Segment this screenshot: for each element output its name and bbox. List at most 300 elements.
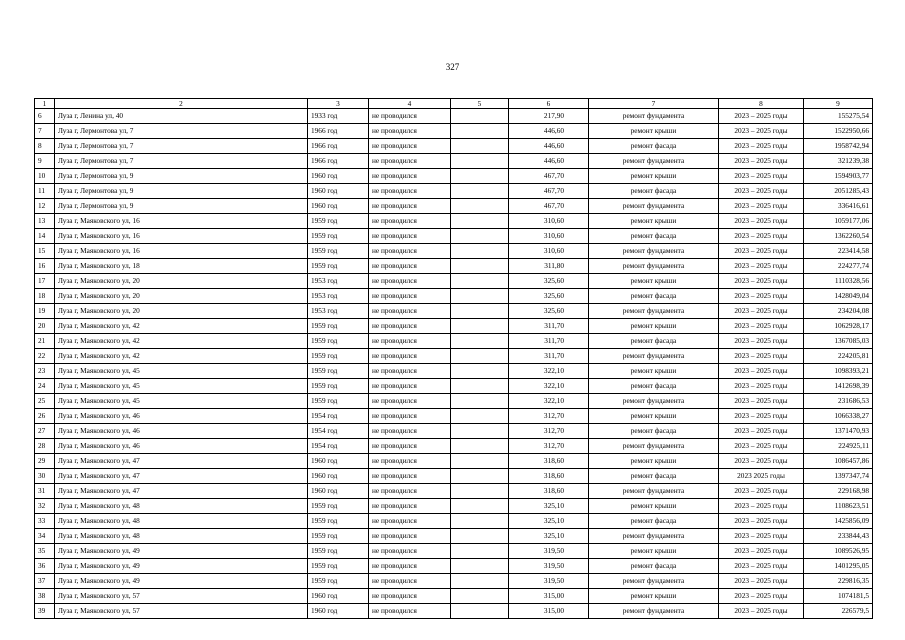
last-repair-cell: не проводился bbox=[369, 394, 451, 409]
last-repair-cell: не проводился bbox=[369, 379, 451, 394]
empty-cell bbox=[451, 379, 509, 394]
last-repair-cell: не проводился bbox=[369, 544, 451, 559]
area-cell: 325,10 bbox=[509, 529, 589, 544]
empty-cell bbox=[451, 304, 509, 319]
empty-cell bbox=[451, 124, 509, 139]
work-type-cell: ремонт фасада bbox=[589, 424, 719, 439]
table-row bbox=[35, 319, 873, 334]
area-cell: 467,70 bbox=[509, 169, 589, 184]
build-year-cell: 1959 год bbox=[308, 349, 369, 364]
work-type-cell: ремонт крыши bbox=[589, 214, 719, 229]
row-index: 25 bbox=[35, 394, 55, 409]
cost-cell: 1098393,21 bbox=[804, 364, 873, 379]
address-cell: Луза г, Маяковского ул, 42 bbox=[55, 349, 308, 364]
row-index: 7 bbox=[35, 124, 55, 139]
work-type-cell: ремонт крыши bbox=[589, 274, 719, 289]
table-row bbox=[35, 559, 873, 574]
table-row bbox=[35, 229, 873, 244]
address-cell: Луза г, Маяковского ул, 18 bbox=[55, 259, 308, 274]
cost-cell: 1110328,56 bbox=[804, 274, 873, 289]
address-cell: Луза г, Маяковского ул, 48 bbox=[55, 499, 308, 514]
cost-cell: 234204,08 bbox=[804, 304, 873, 319]
empty-cell bbox=[451, 439, 509, 454]
table-row bbox=[35, 364, 873, 379]
last-repair-cell: не проводился bbox=[369, 274, 451, 289]
period-cell: 2023 – 2025 годы bbox=[719, 334, 804, 349]
build-year-cell: 1954 год bbox=[308, 409, 369, 424]
address-cell: Луза г, Маяковского ул, 20 bbox=[55, 289, 308, 304]
build-year-cell: 1959 год bbox=[308, 364, 369, 379]
area-cell: 319,50 bbox=[509, 559, 589, 574]
cost-cell: 336416,61 bbox=[804, 199, 873, 214]
period-cell: 2023 – 2025 годы bbox=[719, 424, 804, 439]
last-repair-cell: не проводился bbox=[369, 244, 451, 259]
row-index: 28 bbox=[35, 439, 55, 454]
address-cell: Луза г, Лермонтова ул, 7 bbox=[55, 124, 308, 139]
period-cell: 2023 – 2025 годы bbox=[719, 589, 804, 604]
area-cell: 446,60 bbox=[509, 124, 589, 139]
cost-cell: 224277,74 bbox=[804, 259, 873, 274]
area-cell: 310,60 bbox=[509, 214, 589, 229]
table-row bbox=[35, 544, 873, 559]
address-cell: Луза г, Лермонтова ул, 9 bbox=[55, 169, 308, 184]
table-row bbox=[35, 214, 873, 229]
area-cell: 318,60 bbox=[509, 454, 589, 469]
work-type-cell: ремонт фасада bbox=[589, 289, 719, 304]
area-cell: 446,60 bbox=[509, 139, 589, 154]
column-number: 7 bbox=[589, 99, 719, 109]
address-cell: Луза г, Маяковского ул, 57 bbox=[55, 589, 308, 604]
address-cell: Луза г, Маяковского ул, 57 bbox=[55, 604, 308, 619]
empty-cell bbox=[451, 424, 509, 439]
build-year-cell: 1959 год bbox=[308, 544, 369, 559]
empty-cell bbox=[451, 574, 509, 589]
table-row bbox=[35, 604, 873, 619]
period-cell: 2023 – 2025 годы bbox=[719, 604, 804, 619]
last-repair-cell: не проводился bbox=[369, 349, 451, 364]
last-repair-cell: не проводился bbox=[369, 124, 451, 139]
work-type-cell: ремонт крыши bbox=[589, 589, 719, 604]
last-repair-cell: не проводился bbox=[369, 169, 451, 184]
build-year-cell: 1960 год bbox=[308, 484, 369, 499]
build-year-cell: 1954 год bbox=[308, 424, 369, 439]
work-type-cell: ремонт фасада bbox=[589, 229, 719, 244]
row-index: 30 bbox=[35, 469, 55, 484]
row-index: 12 bbox=[35, 199, 55, 214]
address-cell: Луза г, Маяковского ул, 48 bbox=[55, 529, 308, 544]
row-index: 9 bbox=[35, 154, 55, 169]
row-index: 32 bbox=[35, 499, 55, 514]
work-type-cell: ремонт фундамента bbox=[589, 529, 719, 544]
period-cell: 2023 – 2025 годы bbox=[719, 379, 804, 394]
address-cell: Луза г, Маяковского ул, 45 bbox=[55, 364, 308, 379]
row-index: 15 bbox=[35, 244, 55, 259]
row-index: 10 bbox=[35, 169, 55, 184]
empty-cell bbox=[451, 169, 509, 184]
work-type-cell: ремонт фасада bbox=[589, 139, 719, 154]
column-number: 6 bbox=[509, 99, 589, 109]
work-type-cell: ремонт фасада bbox=[589, 184, 719, 199]
empty-cell bbox=[451, 484, 509, 499]
work-type-cell: ремонт фундамента bbox=[589, 604, 719, 619]
build-year-cell: 1959 год bbox=[308, 334, 369, 349]
address-cell: Луза г, Маяковского ул, 42 bbox=[55, 319, 308, 334]
empty-cell bbox=[451, 499, 509, 514]
work-type-cell: ремонт фундамента bbox=[589, 394, 719, 409]
period-cell: 2023 – 2025 годы bbox=[719, 124, 804, 139]
period-cell: 2023 – 2025 годы bbox=[719, 559, 804, 574]
empty-cell bbox=[451, 289, 509, 304]
cost-cell: 233844,43 bbox=[804, 529, 873, 544]
cost-cell: 2051285,43 bbox=[804, 184, 873, 199]
build-year-cell: 1959 год bbox=[308, 259, 369, 274]
area-cell: 312,70 bbox=[509, 409, 589, 424]
work-type-cell: ремонт фундамента bbox=[589, 349, 719, 364]
empty-cell bbox=[451, 544, 509, 559]
last-repair-cell: не проводился bbox=[369, 559, 451, 574]
period-cell: 2023 – 2025 годы bbox=[719, 439, 804, 454]
empty-cell bbox=[451, 109, 509, 124]
cost-cell: 1066338,27 bbox=[804, 409, 873, 424]
column-number: 8 bbox=[719, 99, 804, 109]
row-index: 39 bbox=[35, 604, 55, 619]
row-index: 26 bbox=[35, 409, 55, 424]
row-index: 8 bbox=[35, 139, 55, 154]
last-repair-cell: не проводился bbox=[369, 604, 451, 619]
work-type-cell: ремонт фундамента bbox=[589, 199, 719, 214]
cost-cell: 1522950,66 bbox=[804, 124, 873, 139]
cost-cell: 1074181,5 bbox=[804, 589, 873, 604]
last-repair-cell: не проводился bbox=[369, 439, 451, 454]
row-index: 27 bbox=[35, 424, 55, 439]
cost-cell: 1397347,74 bbox=[804, 469, 873, 484]
row-index: 29 bbox=[35, 454, 55, 469]
empty-cell bbox=[451, 199, 509, 214]
build-year-cell: 1960 год bbox=[308, 199, 369, 214]
cost-cell: 1401295,05 bbox=[804, 559, 873, 574]
cost-cell: 229816,35 bbox=[804, 574, 873, 589]
column-number: 5 bbox=[451, 99, 509, 109]
cost-cell: 1594903,77 bbox=[804, 169, 873, 184]
work-type-cell: ремонт фундамента bbox=[589, 439, 719, 454]
area-cell: 311,70 bbox=[509, 334, 589, 349]
period-cell: 2023 – 2025 годы bbox=[719, 184, 804, 199]
period-cell: 2023 – 2025 годы bbox=[719, 214, 804, 229]
last-repair-cell: не проводился bbox=[369, 304, 451, 319]
period-cell: 2023 – 2025 годы bbox=[719, 349, 804, 364]
table-row bbox=[35, 454, 873, 469]
work-type-cell: ремонт фундамента bbox=[589, 574, 719, 589]
address-cell: Луза г, Маяковского ул, 16 bbox=[55, 244, 308, 259]
build-year-cell: 1959 год bbox=[308, 574, 369, 589]
address-cell: Луза г, Лермонтова ул, 9 bbox=[55, 199, 308, 214]
period-cell: 2023 – 2025 годы bbox=[719, 484, 804, 499]
last-repair-cell: не проводился bbox=[369, 484, 451, 499]
period-cell: 2023 – 2025 годы bbox=[719, 544, 804, 559]
empty-cell bbox=[451, 154, 509, 169]
table-row bbox=[35, 259, 873, 274]
row-index: 6 bbox=[35, 109, 55, 124]
cost-cell: 226579,5 bbox=[804, 604, 873, 619]
address-cell: Луза г, Маяковского ул, 45 bbox=[55, 379, 308, 394]
build-year-cell: 1960 год bbox=[308, 454, 369, 469]
cost-cell: 231686,53 bbox=[804, 394, 873, 409]
cost-cell: 1062928,17 bbox=[804, 319, 873, 334]
period-cell: 2023 – 2025 годы bbox=[719, 154, 804, 169]
address-cell: Луза г, Маяковского ул, 46 bbox=[55, 424, 308, 439]
table-row bbox=[35, 424, 873, 439]
area-cell: 312,70 bbox=[509, 439, 589, 454]
build-year-cell: 1966 год bbox=[308, 124, 369, 139]
address-cell: Луза г, Маяковского ул, 47 bbox=[55, 454, 308, 469]
build-year-cell: 1960 год bbox=[308, 604, 369, 619]
last-repair-cell: не проводился bbox=[369, 589, 451, 604]
table-row bbox=[35, 334, 873, 349]
build-year-cell: 1959 год bbox=[308, 514, 369, 529]
work-type-cell: ремонт фундамента bbox=[589, 304, 719, 319]
work-type-cell: ремонт крыши bbox=[589, 409, 719, 424]
last-repair-cell: не проводился bbox=[369, 364, 451, 379]
period-cell: 2023 – 2025 годы bbox=[719, 289, 804, 304]
address-cell: Луза г, Ленина ул, 40 bbox=[55, 109, 308, 124]
build-year-cell: 1959 год bbox=[308, 529, 369, 544]
empty-cell bbox=[451, 259, 509, 274]
row-index: 20 bbox=[35, 319, 55, 334]
area-cell: 319,50 bbox=[509, 574, 589, 589]
row-index: 38 bbox=[35, 589, 55, 604]
period-cell: 2023 – 2025 годы bbox=[719, 304, 804, 319]
last-repair-cell: не проводился bbox=[369, 109, 451, 124]
period-cell: 2023 – 2025 годы bbox=[719, 229, 804, 244]
last-repair-cell: не проводился bbox=[369, 229, 451, 244]
area-cell: 322,10 bbox=[509, 394, 589, 409]
table-row bbox=[35, 184, 873, 199]
table-row bbox=[35, 124, 873, 139]
column-number: 9 bbox=[804, 99, 873, 109]
work-type-cell: ремонт фасада bbox=[589, 559, 719, 574]
work-type-cell: ремонт фасада bbox=[589, 514, 719, 529]
last-repair-cell: не проводился bbox=[369, 214, 451, 229]
last-repair-cell: не проводился bbox=[369, 319, 451, 334]
empty-cell bbox=[451, 469, 509, 484]
table-row bbox=[35, 304, 873, 319]
build-year-cell: 1954 год bbox=[308, 439, 369, 454]
area-cell: 312,70 bbox=[509, 424, 589, 439]
build-year-cell: 1953 год bbox=[308, 304, 369, 319]
column-number: 4 bbox=[369, 99, 451, 109]
last-repair-cell: не проводился bbox=[369, 529, 451, 544]
address-cell: Луза г, Маяковского ул, 42 bbox=[55, 334, 308, 349]
cost-cell: 155275,54 bbox=[804, 109, 873, 124]
last-repair-cell: не проводился bbox=[369, 289, 451, 304]
address-cell: Луза г, Лермонтова ул, 7 bbox=[55, 139, 308, 154]
row-index: 23 bbox=[35, 364, 55, 379]
empty-cell bbox=[451, 604, 509, 619]
work-type-cell: ремонт фасада bbox=[589, 334, 719, 349]
area-cell: 311,70 bbox=[509, 349, 589, 364]
table-row bbox=[35, 154, 873, 169]
last-repair-cell: не проводился bbox=[369, 574, 451, 589]
work-type-cell: ремонт крыши bbox=[589, 364, 719, 379]
cost-cell: 1059177,06 bbox=[804, 214, 873, 229]
address-cell: Луза г, Лермонтова ул, 9 bbox=[55, 184, 308, 199]
period-cell: 2023 – 2025 годы bbox=[719, 169, 804, 184]
address-cell: Луза г, Маяковского ул, 16 bbox=[55, 214, 308, 229]
build-year-cell: 1960 год bbox=[308, 169, 369, 184]
column-number: 3 bbox=[308, 99, 369, 109]
area-cell: 322,10 bbox=[509, 364, 589, 379]
area-cell: 446,60 bbox=[509, 154, 589, 169]
cost-cell: 1089526,95 bbox=[804, 544, 873, 559]
period-cell: 2023 – 2025 годы bbox=[719, 199, 804, 214]
row-index: 35 bbox=[35, 544, 55, 559]
row-index: 31 bbox=[35, 484, 55, 499]
table-row bbox=[35, 274, 873, 289]
work-type-cell: ремонт крыши bbox=[589, 124, 719, 139]
empty-cell bbox=[451, 559, 509, 574]
row-index: 33 bbox=[35, 514, 55, 529]
empty-cell bbox=[451, 139, 509, 154]
table-row bbox=[35, 589, 873, 604]
period-cell: 2023 2025 годы bbox=[719, 469, 804, 484]
last-repair-cell: не проводился bbox=[369, 154, 451, 169]
area-cell: 325,60 bbox=[509, 289, 589, 304]
last-repair-cell: не проводился bbox=[369, 499, 451, 514]
address-cell: Луза г, Маяковского ул, 47 bbox=[55, 484, 308, 499]
table-row bbox=[35, 349, 873, 364]
empty-cell bbox=[451, 394, 509, 409]
cost-cell: 1412698,39 bbox=[804, 379, 873, 394]
table-row bbox=[35, 289, 873, 304]
last-repair-cell: не проводился bbox=[369, 409, 451, 424]
empty-cell bbox=[451, 334, 509, 349]
empty-cell bbox=[451, 244, 509, 259]
last-repair-cell: не проводился bbox=[369, 184, 451, 199]
cost-cell: 321239,38 bbox=[804, 154, 873, 169]
work-type-cell: ремонт крыши bbox=[589, 544, 719, 559]
work-type-cell: ремонт крыши bbox=[589, 499, 719, 514]
period-cell: 2023 – 2025 годы bbox=[719, 394, 804, 409]
row-index: 17 bbox=[35, 274, 55, 289]
table-row bbox=[35, 439, 873, 454]
build-year-cell: 1959 год bbox=[308, 394, 369, 409]
work-type-cell: ремонт фундамента bbox=[589, 484, 719, 499]
address-cell: Луза г, Лермонтова ул, 7 bbox=[55, 154, 308, 169]
page-number: 327 bbox=[445, 62, 460, 72]
table-row bbox=[35, 514, 873, 529]
row-index: 21 bbox=[35, 334, 55, 349]
cost-cell: 1086457,86 bbox=[804, 454, 873, 469]
period-cell: 2023 – 2025 годы bbox=[719, 499, 804, 514]
area-cell: 467,70 bbox=[509, 199, 589, 214]
cost-cell: 224925,11 bbox=[804, 439, 873, 454]
cost-cell: 229168,98 bbox=[804, 484, 873, 499]
row-index: 11 bbox=[35, 184, 55, 199]
row-index: 14 bbox=[35, 229, 55, 244]
area-cell: 310,60 bbox=[509, 229, 589, 244]
area-cell: 319,50 bbox=[509, 544, 589, 559]
build-year-cell: 1959 год bbox=[308, 379, 369, 394]
area-cell: 467,70 bbox=[509, 184, 589, 199]
work-type-cell: ремонт крыши bbox=[589, 169, 719, 184]
empty-cell bbox=[451, 319, 509, 334]
work-type-cell: ремонт крыши bbox=[589, 319, 719, 334]
period-cell: 2023 – 2025 годы bbox=[719, 364, 804, 379]
build-year-cell: 1959 год bbox=[308, 499, 369, 514]
address-cell: Луза г, Маяковского ул, 49 bbox=[55, 544, 308, 559]
area-cell: 315,00 bbox=[509, 589, 589, 604]
area-cell: 318,60 bbox=[509, 469, 589, 484]
repair-registry-table bbox=[34, 98, 873, 619]
area-cell: 325,60 bbox=[509, 274, 589, 289]
last-repair-cell: не проводился bbox=[369, 424, 451, 439]
period-cell: 2023 – 2025 годы bbox=[719, 139, 804, 154]
empty-cell bbox=[451, 184, 509, 199]
address-cell: Луза г, Маяковского ул, 49 bbox=[55, 559, 308, 574]
table-row bbox=[35, 139, 873, 154]
row-index: 16 bbox=[35, 259, 55, 274]
build-year-cell: 1966 год bbox=[308, 154, 369, 169]
empty-cell bbox=[451, 514, 509, 529]
address-cell: Луза г, Маяковского ул, 45 bbox=[55, 394, 308, 409]
work-type-cell: ремонт фундамента bbox=[589, 154, 719, 169]
row-index: 22 bbox=[35, 349, 55, 364]
last-repair-cell: не проводился bbox=[369, 469, 451, 484]
empty-cell bbox=[451, 274, 509, 289]
build-year-cell: 1960 год bbox=[308, 184, 369, 199]
cost-cell: 1371470,93 bbox=[804, 424, 873, 439]
column-number: 2 bbox=[55, 99, 308, 109]
empty-cell bbox=[451, 409, 509, 424]
table-row bbox=[35, 199, 873, 214]
cost-cell: 1362260,54 bbox=[804, 229, 873, 244]
table-row bbox=[35, 379, 873, 394]
work-type-cell: ремонт фасада bbox=[589, 379, 719, 394]
cost-cell: 1367085,03 bbox=[804, 334, 873, 349]
build-year-cell: 1960 год bbox=[308, 469, 369, 484]
cost-cell: 1108623,51 bbox=[804, 499, 873, 514]
work-type-cell: ремонт фундамента bbox=[589, 109, 719, 124]
table-row bbox=[35, 394, 873, 409]
empty-cell bbox=[451, 364, 509, 379]
build-year-cell: 1959 год bbox=[308, 229, 369, 244]
build-year-cell: 1959 год bbox=[308, 559, 369, 574]
build-year-cell: 1953 год bbox=[308, 274, 369, 289]
row-index: 18 bbox=[35, 289, 55, 304]
build-year-cell: 1933 год bbox=[308, 109, 369, 124]
row-index: 13 bbox=[35, 214, 55, 229]
period-cell: 2023 – 2025 годы bbox=[719, 259, 804, 274]
period-cell: 2023 – 2025 годы bbox=[719, 274, 804, 289]
cost-cell: 1958742,94 bbox=[804, 139, 873, 154]
table-row bbox=[35, 409, 873, 424]
area-cell: 325,10 bbox=[509, 514, 589, 529]
empty-cell bbox=[451, 589, 509, 604]
column-number: 1 bbox=[35, 99, 55, 109]
cost-cell: 223414,58 bbox=[804, 244, 873, 259]
table-row bbox=[35, 484, 873, 499]
period-cell: 2023 – 2025 годы bbox=[719, 574, 804, 589]
address-cell: Луза г, Маяковского ул, 20 bbox=[55, 274, 308, 289]
build-year-cell: 1960 год bbox=[308, 589, 369, 604]
cost-cell: 1425856,09 bbox=[804, 514, 873, 529]
work-type-cell: ремонт фундамента bbox=[589, 244, 719, 259]
build-year-cell: 1959 год bbox=[308, 214, 369, 229]
table-row bbox=[35, 169, 873, 184]
table-row bbox=[35, 574, 873, 589]
last-repair-cell: не проводился bbox=[369, 334, 451, 349]
area-cell: 322,10 bbox=[509, 379, 589, 394]
